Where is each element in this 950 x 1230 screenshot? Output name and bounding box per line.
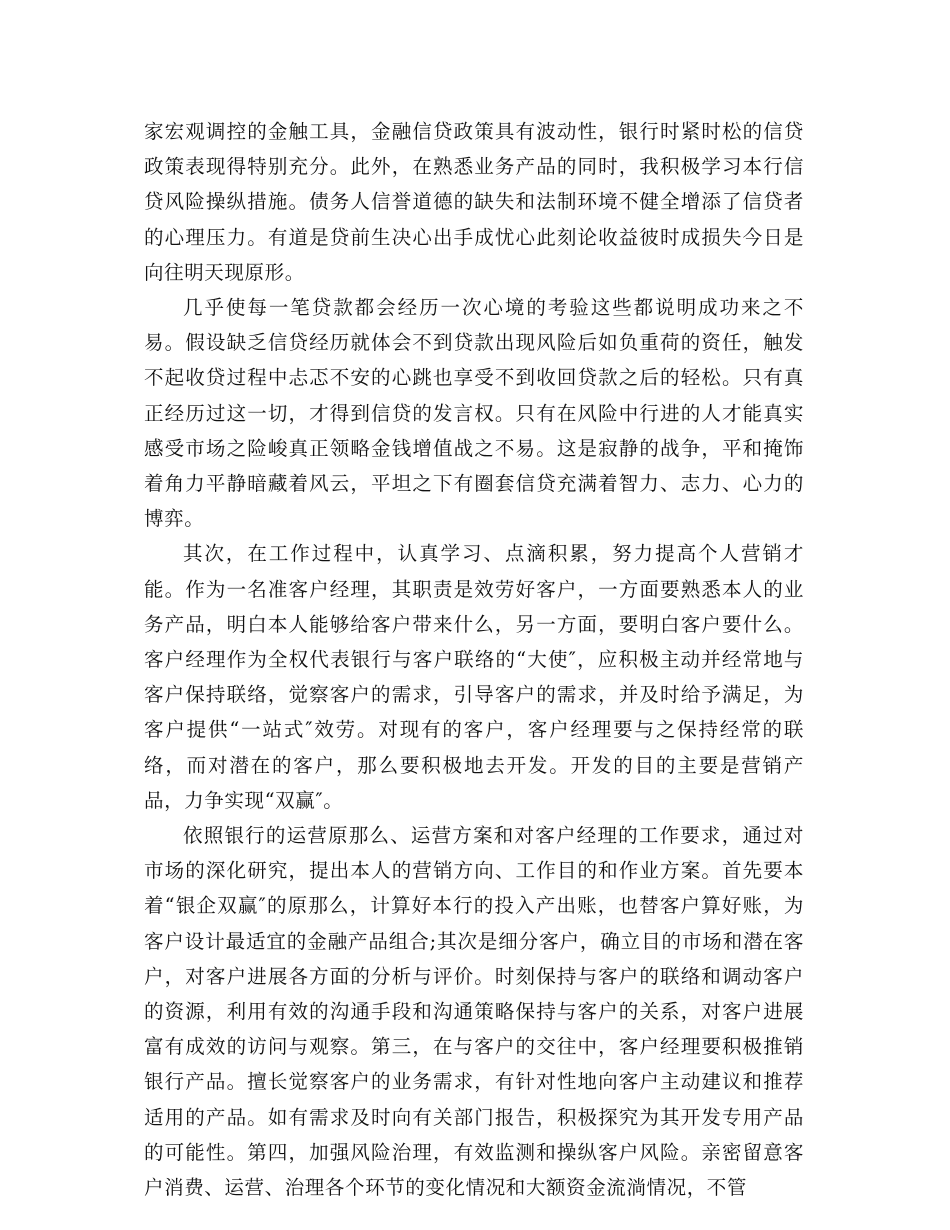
document-body: [144, 114, 804, 1205]
paragraph-3: 其次，在工作过程中，认真学习、点滴积累，努力提高个人营销才能。作为一名准客户经理，其职责是效劳好客户，一方面要熟悉本人的业务产品，明白本人能够给客户带来什么，另一方面，要明白客户要什么。客户经理作为全权代表银行与客户联络的“大使″，应积极主动并经常地与客户保持联络，觉察客户的需求，引导客户的需求，并及时给予满足，为客户提供“一站式″效劳。对现有的客户，客户经理要与之保持经常的联络，而对潜在的客户，那么要积极地去开发。开发的目的主要是营销产品，力争实现“双赢″。: [144, 542, 804, 812]
paragraph-4: 依照银行的运营原那么、运营方案和对客户经理的工作要求，通过对市场的深化研究，提出本人的营销方向、工作目的和作业方案。首先要本着“银企双赢″的原那么，计算好本行的投入产出账，也替客户算好账，为客户设计最适宜的金融产品组合;其次是细分客户，确立目的市场和潜在客户，对客户进展各方面的分析与评价。时刻保持与客户的联络和调动客户的资源，利用有效的沟通手段和沟通策略保持与客户的关系，对客户进展富有成效的访问与观察。第三，在与客户的交往中，客户经理要积极推销银行产品。擅长觉察客户的业务需求，有针对性地向客户主动建议和推荐适用的产品。如有需求及时向有关部门报告，积极探究为其开发专用产品的可能性。第四，加强风险治理，有效监测和操纵客户风险。亲密留意客户消费、运营、治理各个环节的变化情况和大额资金流淌情况，不管: [144, 824, 804, 1200]
paragraph-2: 几乎使每一笔贷款都会经历一次心境的考验这些都说明成功来之不易。假设缺乏信贷经历就体会不到贷款出现风险后如负重荷的资任，触发不起收贷过程中忐忑不安的心跳也享受不到收回贷款之后的轻松。只有真正经历过这一切，才得到信贷的发言权。只有在风险中行进的人才能真实感受市场之险峻真正领略金钱增值战之不易。这是寂静的战争，平和掩饰着角力平静暗藏着风云，平坦之下有圈套信贷充满着智力、志力、心力的博弈。: [144, 296, 804, 531]
paragraph-1: 家宏观调控的金触工具，金融信贷政策具有波动性，银行时紧时松的信贷政策表现得特别充分。此外，在熟悉业务产品的同时，我积极学习本行信贷风险操纵措施。债务人信誉道德的缺失和法制环境不健全增添了信贷者的心理压力。有道是贷前生决心出手成忧心此刻论收益彼时成损失今日是向往明天现原形。: [144, 120, 804, 284]
